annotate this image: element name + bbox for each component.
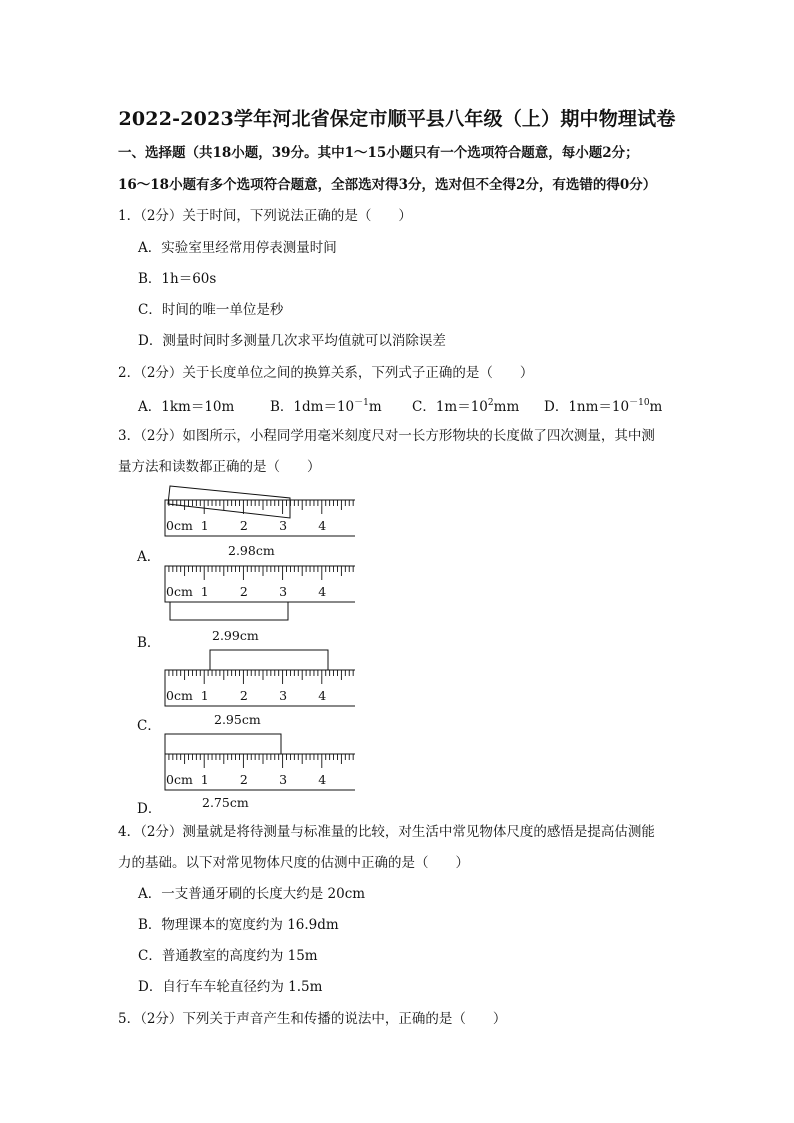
question-1-option-d: D．测量时间时多测量几次求平均值就可以消除误差 (138, 333, 446, 349)
option-b-unit: m (368, 399, 382, 415)
millimeter-ruler (165, 500, 355, 536)
ruler-figure-c (150, 648, 370, 718)
ruler-label: 2 (239, 584, 248, 599)
millimeter-ruler (165, 754, 355, 790)
ruler-label: 1 (200, 518, 209, 533)
question-2-option-a: A．1km＝10m (138, 399, 235, 415)
question-4-option-b: B．物理课本的宽度约为 16.9dm (138, 917, 339, 933)
q3-option-c-reading: 2.95cm (214, 712, 261, 727)
question-4-stem-line-1: 4．（2分）测量就是将待测量与标准量的比较，对生活中常见物体尺度的感悟是提高估测能 (118, 824, 655, 840)
option-c-base: C．1m＝10 (412, 399, 488, 415)
ruler-label: 3 (279, 518, 288, 533)
question-4-stem-line-2: 力的基础。以下对常见物体尺度的估测中正确的是（ ） (118, 855, 469, 871)
option-b-base: B．1dm＝10 (270, 399, 355, 415)
question-4-option-c: C．普通教室的高度约为 15m (138, 948, 318, 964)
ruler-label: 1 (200, 584, 209, 599)
q3-option-c-label: C． (137, 718, 161, 734)
question-3-stem-line-1: 3．（2分）如图所示，小程同学用毫米刻度尺对一长方形物块的长度做了四次测量，其中测 (118, 428, 655, 444)
option-d-base: D．1nm＝10 (544, 399, 630, 415)
question-1-stem: 1．（2分）关于时间，下列说法正确的是（ ） (118, 208, 412, 224)
question-2-option-d (544, 395, 662, 415)
ruler-label: 4 (318, 518, 327, 533)
q3-option-a-reading: 2.98cm (228, 543, 275, 558)
ruler-outline (165, 670, 355, 706)
q3-option-b-label: B． (137, 635, 161, 651)
ruler-label: 2 (239, 772, 248, 787)
q3-option-b-reading: 2.99cm (212, 628, 259, 643)
ruler-label: 1 (200, 688, 209, 703)
q3-option-d-reading: 2.75cm (202, 795, 249, 810)
block-above (165, 734, 281, 754)
option-d-unit: m (649, 399, 663, 415)
section-heading-line-2: 16～18小题有多个选项符合题意，全部选对得3分，选对但不全得2分，有选错的得0分） (118, 177, 657, 193)
option-b-exponent: －1 (354, 398, 369, 408)
ruler-label: 3 (279, 688, 288, 703)
ruler-label: 4 (318, 584, 327, 599)
ruler-label: 3 (279, 772, 288, 787)
question-5-stem: 5．（2分）下列关于声音产生和传播的说法中，正确的是（ ） (118, 1011, 507, 1027)
question-3-stem-line-2: 量方法和读数都正确的是（ ） (118, 459, 321, 475)
ruler-outline (165, 500, 355, 536)
question-1-option-c: C．时间的唯一单位是秒 (138, 302, 284, 318)
question-1-option-b: B．1h＝60s (138, 271, 217, 287)
ruler-label: 1 (200, 772, 209, 787)
question-4-option-a: A．一支普通牙刷的长度大约是 20cm (138, 886, 366, 902)
tilted-block (168, 486, 290, 518)
question-2-stem: 2．（2分）关于长度单位之间的换算关系，下列式子正确的是（ ） (118, 365, 534, 381)
block-above (210, 650, 328, 670)
ruler-label: 2 (239, 688, 248, 703)
ruler-label: 0cm (166, 518, 193, 533)
millimeter-ruler (165, 566, 355, 602)
option-c-exponent: 2 (487, 398, 494, 408)
ruler-label: 4 (318, 688, 327, 703)
q3-option-a-label: A． (137, 549, 161, 565)
question-2-option-c (412, 395, 544, 415)
ruler-figure-d (150, 732, 370, 802)
ruler-outline (165, 754, 355, 790)
ruler-label: 0cm (166, 772, 193, 787)
option-d-exponent: －10 (629, 398, 650, 408)
block-below (170, 602, 288, 620)
ruler-figure-b (150, 562, 370, 632)
option-c-unit: mm (493, 399, 520, 415)
question-2-options (138, 395, 662, 415)
ruler-label: 4 (318, 772, 327, 787)
ruler-label: 0cm (166, 688, 193, 703)
page-title: 2022-2023学年河北省保定市顺平县八年级（上）期中物理试卷 (118, 108, 676, 130)
ruler-label: 0cm (166, 584, 193, 599)
question-1-option-a: A．实验室里经常用停表测量时间 (138, 240, 337, 256)
ruler-label: 2 (239, 518, 248, 533)
question-2-option-b (270, 395, 412, 415)
millimeter-ruler (165, 670, 355, 706)
ruler-outline (165, 566, 355, 602)
q3-option-d-label: D． (137, 801, 162, 817)
ruler-label: 3 (279, 584, 288, 599)
question-4-option-d: D．自行车车轮直径约为 1.5m (138, 979, 323, 995)
section-heading-line-1: 一、选择题（共18小题，39分。其中1～15小题只有一个选项符合题意，每小题2分； (118, 145, 639, 161)
